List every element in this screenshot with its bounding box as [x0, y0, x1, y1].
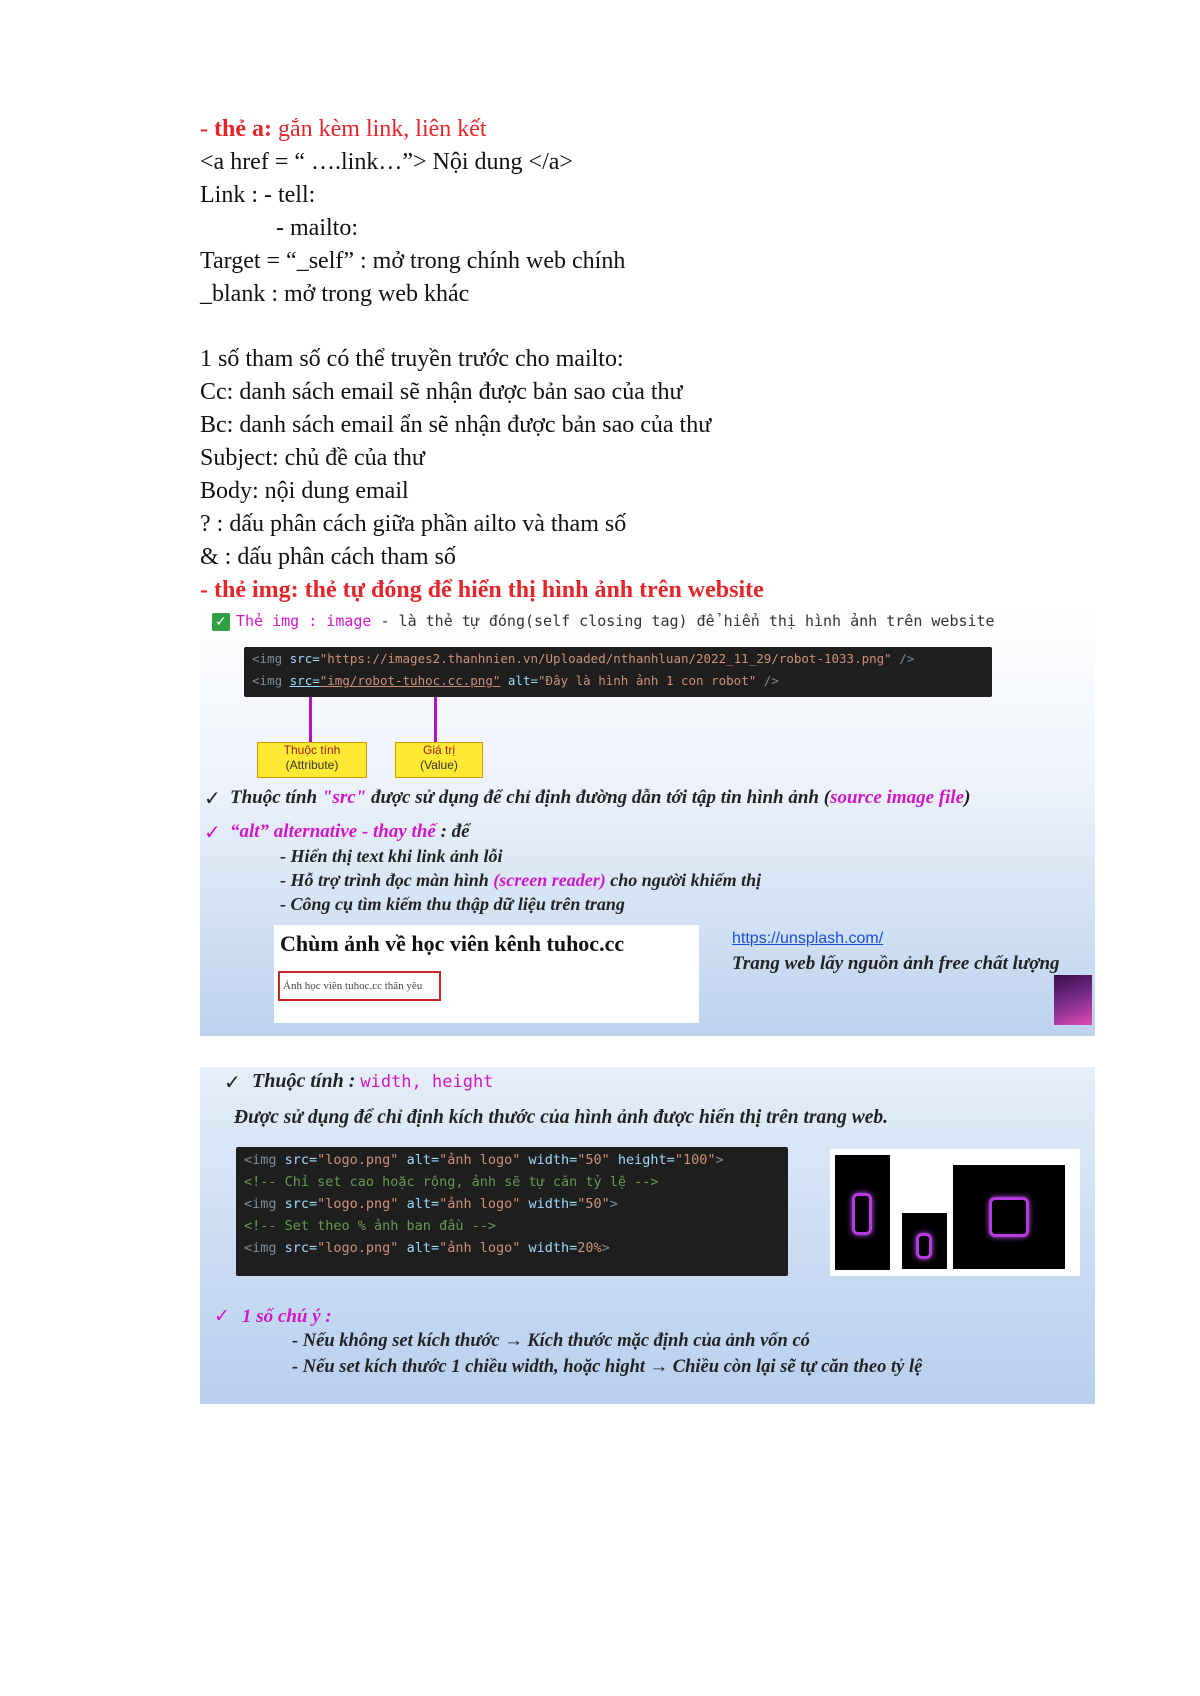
code-token: src=	[284, 1196, 318, 1212]
alt-use-2: - Hỗ trợ trình đọc màn hình (screen reader) cho người khiếm thị	[280, 870, 762, 890]
code-token: <img	[244, 1240, 285, 1256]
phone-icon	[989, 1197, 1029, 1237]
check-icon: ✓	[204, 786, 221, 810]
code-token: height=	[609, 1152, 675, 1168]
line-body: Body: nội dung email	[200, 478, 409, 504]
code-token: <img	[244, 1196, 285, 1212]
attribute-label: Thuộc tính (Attribute)	[257, 742, 367, 778]
code-token: alt=	[398, 1152, 440, 1168]
code-token: "ảnh logo"	[439, 1196, 521, 1212]
line-link-tell: Link : - tell:	[200, 182, 316, 208]
code-token: width=	[520, 1152, 578, 1168]
code-token: >	[609, 1196, 618, 1212]
unsplash-desc: Trang web lấy nguồn ảnh free chất lượng	[732, 953, 1060, 974]
code-token: >	[601, 1240, 610, 1256]
code-line-1	[244, 1152, 724, 1168]
checkbox-icon: ✓	[212, 613, 230, 631]
line-bc: Bc: danh sách email ẩn sẽ nhận được bản sao của thư	[200, 412, 712, 438]
code-token: alt=	[398, 1196, 440, 1212]
code-block-img	[244, 647, 992, 697]
line-mailto-params: 1 số tham số có thể truyền trước cho mailto:	[200, 346, 624, 372]
check-icon: ✓	[224, 1070, 241, 1094]
code-token: "logo.png"	[317, 1196, 399, 1212]
note-2: - Nếu set kích thước 1 chiều width, hoặc hight → Chiều còn lại sẽ tự căn theo tỷ lệ	[292, 1357, 923, 1377]
line-target-blank: _blank : mở trong web khác	[200, 281, 470, 307]
value-pointer	[434, 697, 437, 742]
phone-icon	[852, 1193, 872, 1235]
code-comment-2: <!-- Set theo % ảnh ban đầu -->	[244, 1218, 496, 1234]
alt-use-3: - Công cụ tìm kiếm thu thập dữ liệu trên trang	[280, 894, 625, 914]
img-heading-desc: - là thẻ tự đóng(self closing tag) để hiển thị hình ảnh trên website	[371, 612, 995, 630]
example-box	[274, 925, 699, 1023]
line-a-syntax: <a href = “ ….link…”> Nội dung </a>	[200, 149, 573, 175]
code-line-2: <img src="img/robot-tuhoc.cc.png" alt="Đây là hình ảnh 1 con robot" />	[252, 673, 779, 688]
code-token: >	[715, 1152, 724, 1168]
check-icon: ✓	[204, 820, 221, 844]
check-icon: ✓	[214, 1305, 230, 1327]
line-cc: Cc: danh sách email sẽ nhận được bản sao của thư	[200, 379, 683, 405]
line-target-self: Target = “_self” : mở trong chính web chính	[200, 248, 626, 274]
code-token: src=	[284, 1240, 318, 1256]
line-the-a	[200, 113, 487, 145]
presenter-avatar	[1054, 975, 1092, 1025]
line-question: ? : dấu phân cách giữa phần ailto và tham số	[200, 511, 627, 537]
unsplash-link[interactable]: https://unsplash.com/	[732, 930, 884, 947]
logo-thumb-tall	[835, 1155, 890, 1270]
the-a-label: - thẻ a:	[200, 116, 272, 142]
code-token: "50"	[577, 1196, 610, 1212]
line-ampersand: & : dấu phân cách tham số	[200, 544, 456, 570]
attr-pointer	[309, 697, 312, 742]
code-block-wh	[236, 1147, 788, 1276]
example-title: Chùm ảnh về học viên kênh tuhoc.cc	[280, 931, 625, 956]
code-token: "logo.png"	[317, 1152, 399, 1168]
code-token: "50"	[577, 1152, 610, 1168]
the-a-desc: gắn kèm link, liên kết	[271, 116, 487, 142]
img-tag-screenshot	[200, 603, 1095, 1036]
broken-image-alt: Ảnh học viên tuhoc.cc thân yêu	[278, 971, 441, 1001]
code-token: 20%	[577, 1240, 602, 1256]
bullet-alt: “alt” alternative - thay thế : để	[230, 821, 470, 842]
line-mailto: - mailto:	[276, 215, 358, 241]
note-title: 1 số chú ý :	[242, 1306, 332, 1327]
code-token: src=	[284, 1152, 318, 1168]
code-token: width=	[520, 1240, 578, 1256]
note-1: - Nếu không set kích thước → Kích thước mặc định của ảnh vốn có	[292, 1331, 810, 1351]
code-token: alt=	[398, 1240, 440, 1256]
code-line-5	[244, 1240, 610, 1256]
code-comment-1: <!-- Chỉ set cao hoặc rộng, ảnh sẽ tự căn tỷ lệ -->	[244, 1174, 659, 1190]
img-heading	[236, 612, 995, 630]
code-line-1: <img src="https://images2.thanhnien.vn/Uploaded/nthanhluan/2022_11_29/robot-1033.png" />	[252, 651, 915, 666]
code-token: "ảnh logo"	[439, 1152, 521, 1168]
value-label: Giá trị (Value)	[395, 742, 483, 778]
logo-thumb-percent	[953, 1165, 1065, 1269]
wh-heading: Thuộc tính : width, height	[252, 1070, 494, 1092]
code-token: <img	[244, 1152, 285, 1168]
code-token: "logo.png"	[317, 1240, 399, 1256]
wh-description: Được sử dụng để chỉ định kích thước của hình ảnh được hiển thị trên trang web.	[234, 1107, 889, 1128]
phone-icon	[916, 1233, 932, 1259]
bullet-src: Thuộc tính "src" được sử dụng để chỉ định đường dẫn tới tập tin hình ảnh (source image file)	[230, 787, 971, 808]
code-token: width=	[520, 1196, 578, 1212]
img-heading-keyword: Thẻ img : image	[236, 612, 372, 630]
code-token: "ảnh logo"	[439, 1240, 521, 1256]
width-height-screenshot	[200, 1067, 1095, 1404]
code-token: "100"	[674, 1152, 716, 1168]
logo-examples	[830, 1149, 1080, 1276]
line-subject: Subject: chủ đề của thư	[200, 445, 425, 471]
code-line-3	[244, 1196, 618, 1212]
alt-use-1: - Hiển thị text khi link ảnh lỗi	[280, 846, 503, 866]
line-the-img: - thẻ img: thẻ tự đóng để hiển thị hình ảnh trên website	[200, 577, 764, 603]
logo-thumb-small	[902, 1213, 947, 1269]
